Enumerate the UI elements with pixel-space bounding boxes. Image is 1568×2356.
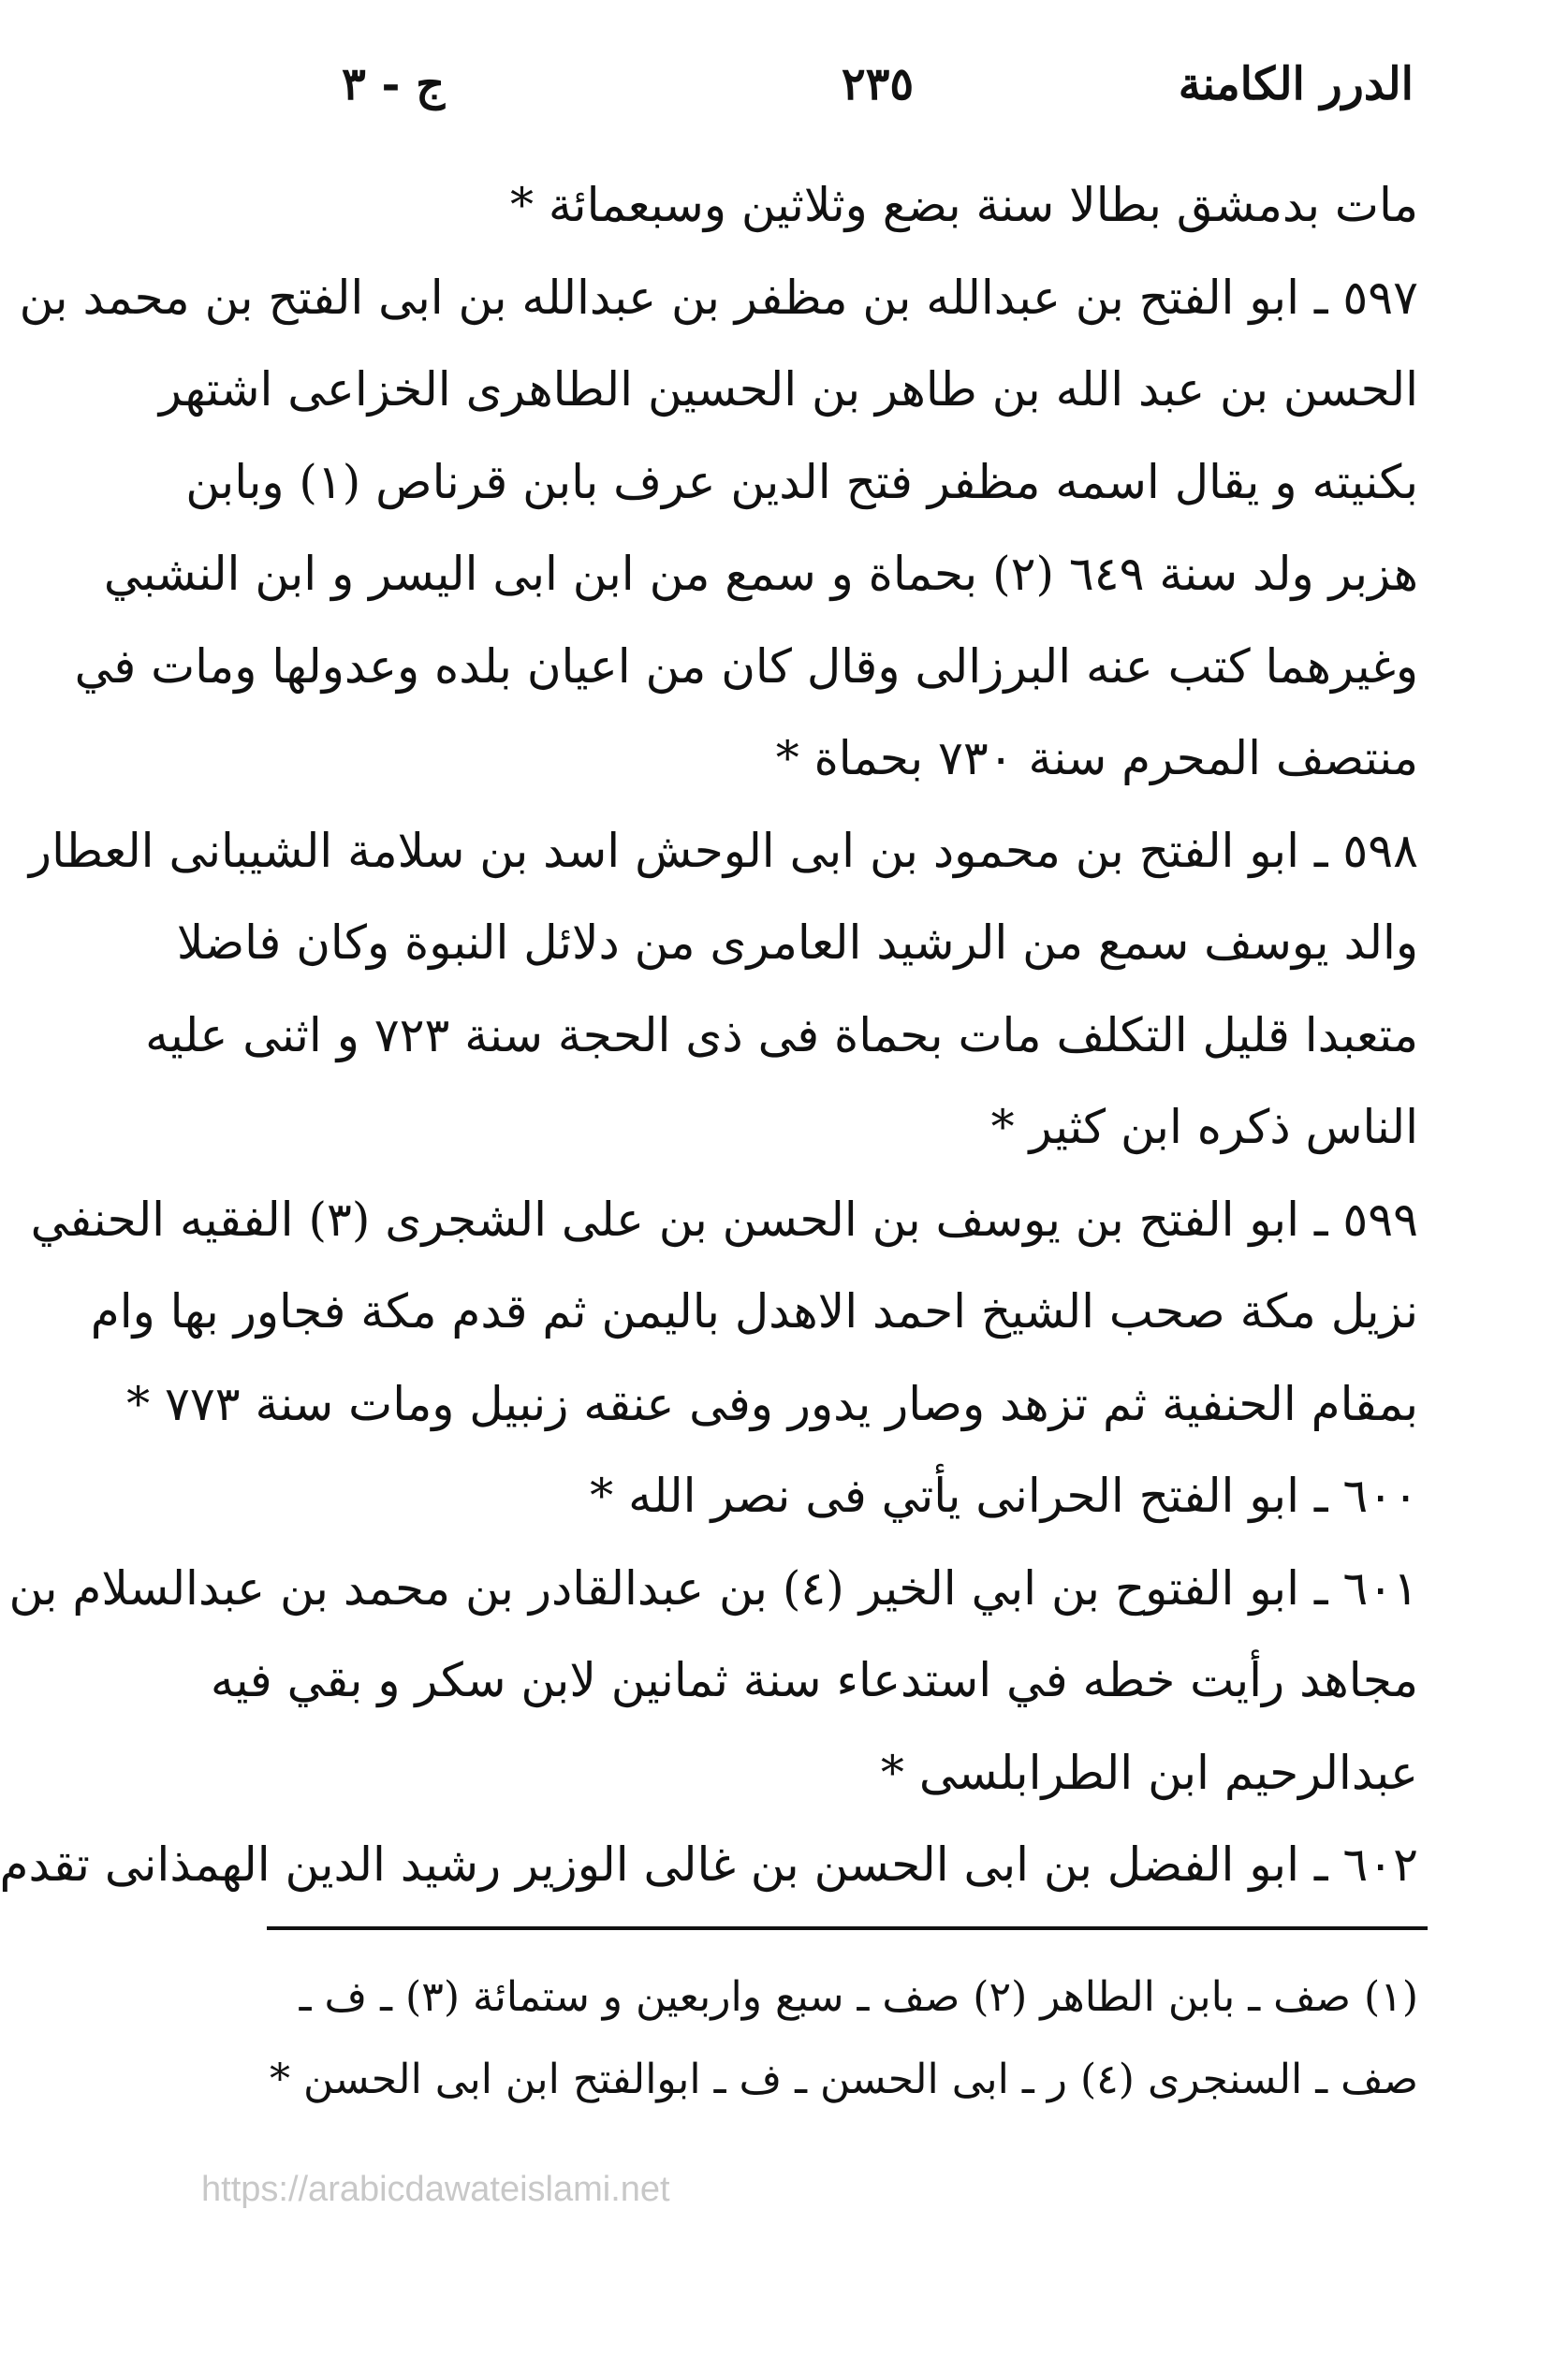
text-line: متعبدا قليل التكلف مات بحماة فى ذى الحجة سنة ٧٢٣ و اثنى عليه (145, 1007, 1418, 1062)
main-text (0, 159, 1418, 1911)
page-number: ٢٣٥ (841, 58, 915, 110)
volume-label: ج - ٣ (342, 58, 446, 110)
book-title: الدرر الكامنة (1178, 58, 1414, 110)
entry-600-line: ٦٠٠ ـ ابو الفتح الحرانى يأتي فى نصر الله * (590, 1469, 1418, 1523)
text-line: مات بدمشق بطالا سنة بضع وثلاثين وسبعمائة * (509, 178, 1418, 232)
entry-602-line: ٦٠٢ ـ ابو الفضل بن ابى الحسن بن غالى الوزير رشيد الدين الهمذانى تقدم (0, 1837, 1418, 1892)
text-line: بكنيته و يقال اسمه مظفر فتح الدين عرف بابن قرناص (١) وبابن (185, 454, 1418, 509)
text-line: الناس ذكره ابن كثير * (990, 1100, 1418, 1154)
text-line: مجاهد رأيت خطه في استدعاء سنة ثمانين لابن سكر و بقي فيه (210, 1653, 1418, 1707)
footnotes (271, 1956, 1418, 2121)
entry-599-line: ٥٩٩ ـ ابو الفتح بن يوسف بن الحسن بن على الشجرى (٣) الفقيه الحنفي (30, 1192, 1418, 1247)
text-line: عبدالرحيم ابن الطرابلسى * (880, 1745, 1418, 1800)
footnote-divider (267, 1926, 1428, 1930)
text-line: وغيرهما كتب عنه البرزالى وقال كان من اعيان بلده وعدولها ومات في (74, 638, 1418, 694)
entry-597-line: ٥٩٧ ـ ابو الفتح بن عبدالله بن مظفر بن عبدالله بن ابى الفتح بن محمد بن (19, 270, 1418, 325)
page-header (342, 58, 1414, 133)
text-line: منتصف المحرم سنة ٧٣٠ بحماة * (775, 731, 1418, 785)
watermark-url: https://arabicdawateislami.net (201, 2170, 670, 2209)
text-line: الحسن بن عبد الله بن طاهر بن الحسين الطاهرى الخزاعى اشتهر (158, 362, 1418, 417)
footnote-line: صف ـ السنجرى (٤) ر ـ ابى الحسن ـ ف ـ ابوالفتح ابن ابى الحسن * (270, 2056, 1418, 2103)
text-line: بمقام الحنفية ثم تزهد وصار يدور وفى عنقه زنبيل ومات سنة ٧٧٣ * (126, 1376, 1418, 1431)
text-line: هزبر ولد سنة ٦٤٩ (٢) بحماة و سمع من ابن ابى اليسر و ابن النشبي (103, 547, 1418, 601)
text-line: نزيل مكة صحب الشيخ احمد الاهدل باليمن ثم قدم مكة فجاور بها وام (90, 1284, 1418, 1339)
entry-598-line: ٥٩٨ ـ ابو الفتح بن محمود بن ابى الوحش اسد بن سلامة الشيبانى العطار (28, 823, 1418, 878)
footnote-line: (١) صف ـ بابن الطاهر (٢) صف ـ سبع واربعين و ستمائة (٣) ـ ف ـ (299, 1973, 1418, 2021)
text-line: والد يوسف سمع من الرشيد العامرى من دلائل النبوة وكان فاضلا (176, 915, 1418, 970)
entry-601-line: ٦٠١ ـ ابو الفتوح بن ابي الخير (٤) بن عبدالقادر بن محمد بن عبدالسلام بن (8, 1560, 1418, 1616)
